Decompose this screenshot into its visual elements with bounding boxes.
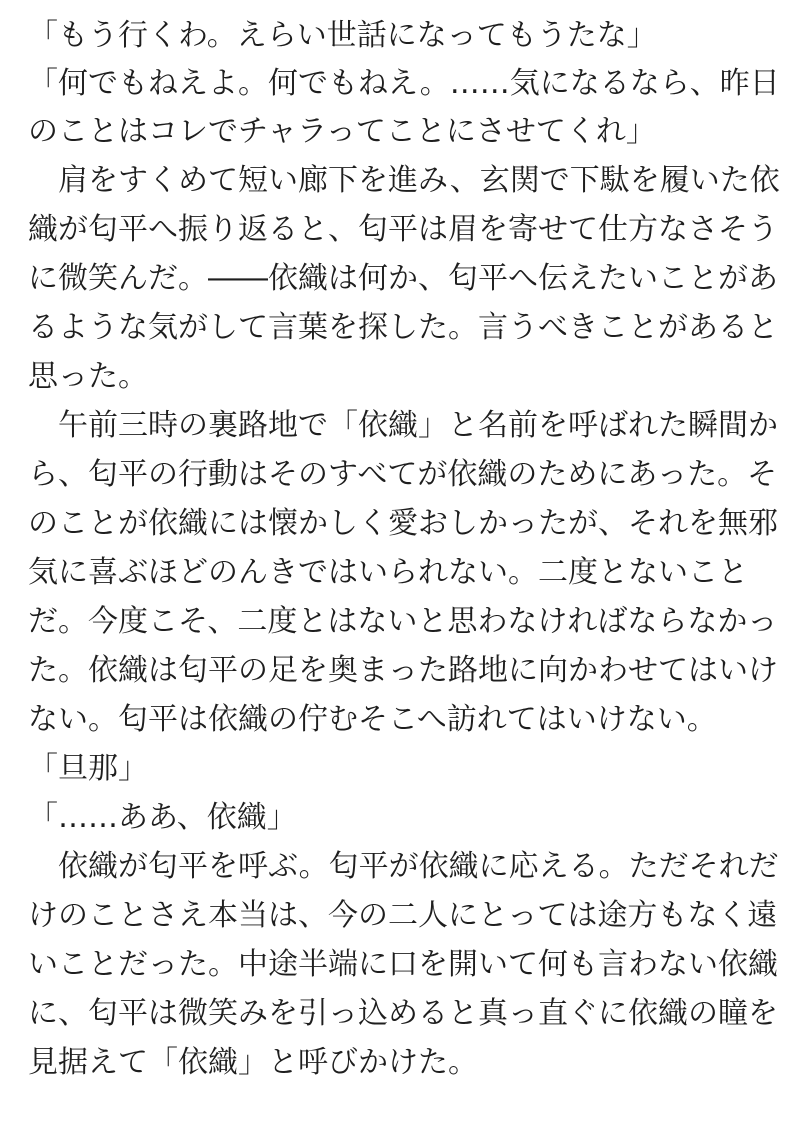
text-line: ない。匂平は依織の佇むそこへ訪れてはいけない。: [28, 702, 717, 737]
text-line: に微笑んだ。――依織は何か、匂平へ伝えたいことがあ: [28, 261, 778, 296]
text-line: ら、匂平の行動はそのすべてが依織のためにあった。そ: [28, 457, 778, 492]
text-line: のことが依織には懐かしく愛おしかったが、それを無邪: [28, 506, 778, 541]
text-line: 肩をすくめて短い廊下を進み、玄関で下駄を履いた依: [28, 163, 780, 198]
text-line: 「……ああ、依織」: [28, 800, 297, 835]
text-line: た。依織は匂平の足を奥まった路地に向かわせてはいけ: [28, 653, 778, 688]
text-line: 思った。: [28, 359, 148, 394]
text-line: 「何でもねえよ。何でもねえ。……気になるなら、昨日: [28, 66, 780, 101]
text-line: 依織が匂平を呼ぶ。匂平が依織に応える。ただそれだ: [28, 849, 779, 884]
text-line: に、匂平は微笑みを引っ込めると真っ直ぐに依織の瞳を: [28, 996, 778, 1031]
text-line: だ。今度こそ、二度とはないと思わなければならなかっ: [28, 604, 778, 639]
text-line: 織が匂平へ振り返ると、匂平は眉を寄せて仕方なさそう: [28, 212, 778, 247]
text-line: 午前三時の裏路地で「依織」と名前を呼ばれた瞬間か: [28, 408, 778, 443]
text-line: 「旦那」: [28, 751, 148, 786]
text-line: のことはコレでチャラってことにさせてくれ」: [28, 114, 656, 149]
text-line: 「もう行くわ。えらい世話になってもうたな」: [28, 18, 657, 53]
text-line: 見据えて「依織」と呼びかけた。: [28, 1045, 478, 1080]
text-line: けのことさえ本当は、今の二人にとっては途方もなく遠: [28, 898, 778, 933]
text-line: 気に喜ぶほどのんきではいられない。二度とないこと: [28, 555, 748, 590]
text-line: るような気がして言葉を探した。言うべきことがあると: [28, 310, 778, 345]
text-line: いことだった。中途半端に口を開いて何も言わない依織: [28, 947, 778, 982]
